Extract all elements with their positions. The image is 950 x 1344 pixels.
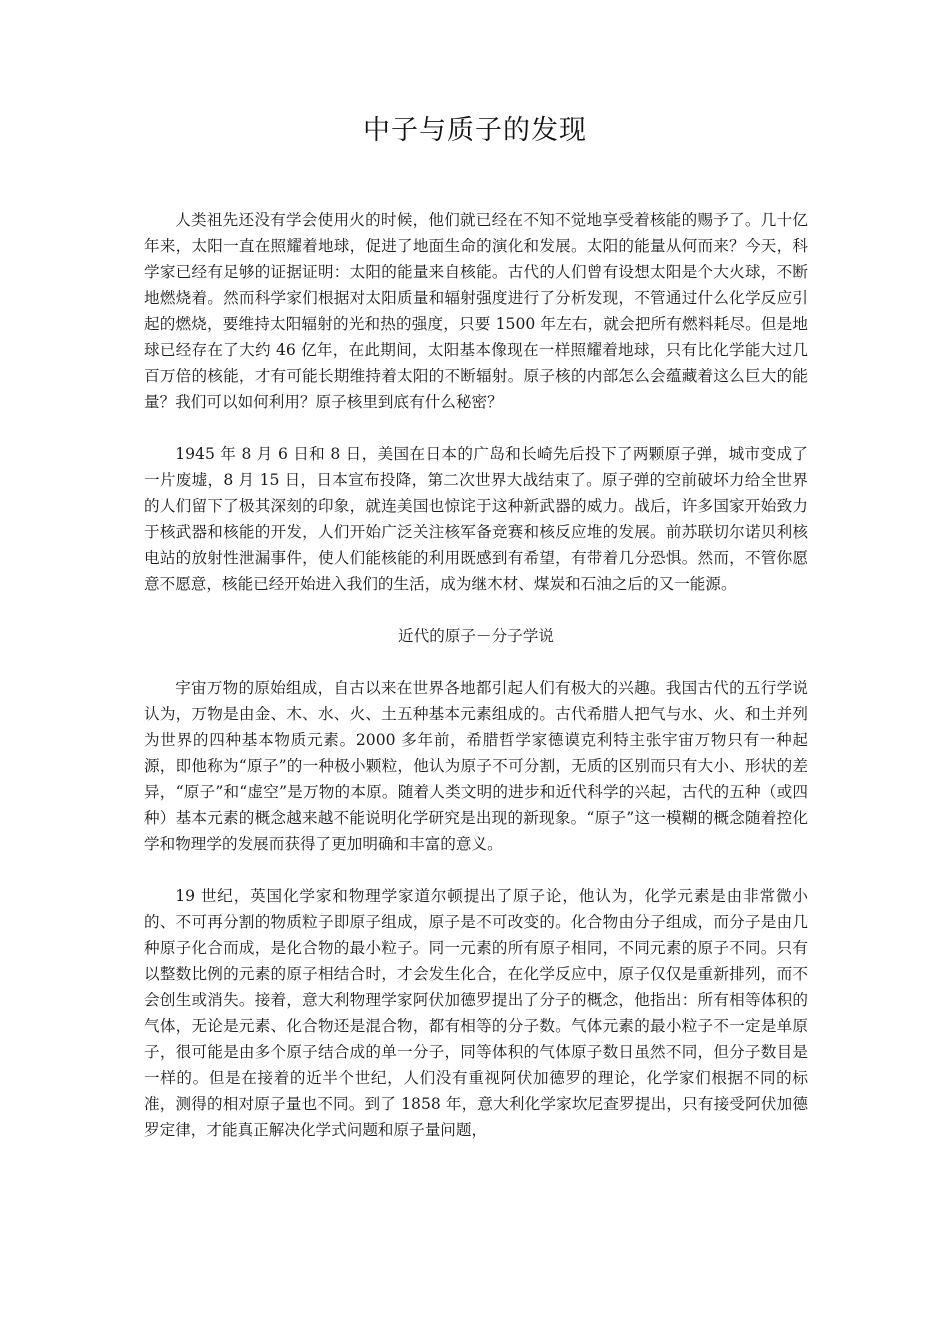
paragraph-spacer — [144, 857, 808, 883]
paragraph-spacer — [144, 649, 808, 675]
paragraph-dalton-theory: 19 世纪，英国化学家和物理学家道尔顿提出了原子论，他认为，化学元素是由非常微小的、不可再分割的物质粒子即原子组成，原子是不可改变的。化合物由分子组成，而分子是由几种原子化合而成，是化合物的最小粒子。同一元素的所有原子相同，不同元素的原子不同。只有以整数比例的元素的原子相结合时，才会发生化合，在化学反应中，原子仅仅是重新排列，而不会创生或消失。接着，意大利物理学家阿伏加德罗提出了分子的概念，他指出：所有相等体积的气体，无论是元素、化合物还是混合物，都有相等的分子数。气体元素的最小粒子不一定是单原子，很可能是由多个原子结合成的单一分子，同等体积的气体原子数日虽然不同，但分子数目是一样的。但是在接着的近半个世纪，人们没有重视阿伏加德罗的理论，化学家们根据不同的标准，测得的相对原子量也不同。到了 1858 年，意大利化学家坎尼查罗提出，只有接受阿伏加德罗定律，才能真正解决化学式问题和原子量问题， — [144, 887, 808, 1139]
document-body — [144, 207, 808, 1143]
paragraph-spacer — [144, 597, 808, 623]
page-title: 中子与质子的发现 — [363, 115, 587, 146]
paragraph-solar-energy: 人类祖先还没有学会使用火的时候，他们就已经在不知不觉地享受着核能的赐予了。几十亿年来，太阳一直在照耀着地球，促进了地面生命的演化和发展。太阳的能量从何而来？今天，科学家已经有足够的证据证明：太阳的能量来自核能。古代的人们曾有设想太阳是个大火球，不断地燃烧着。然而科学家们根据对太阳质量和辐射强度进行了分析发现，不管通过什么化学反应引起的燃烧，要维持太阳辐射的光和热的强度，只要 1500 年左右，就会把所有燃料耗尽。但是地球已经存在了大约 46 亿年，在此期间，太阳基本像现在一样照耀着地球，只有比化学能大过几百万倍的核能，才有可能长期维持着太阳的不断辐射。原子核的内部怎么会蕴藏着这么巨大的能量？我们可以如何利用？原子核里到底有什么秘密？ — [144, 211, 808, 411]
section-heading: 近代的原子－分子学说 — [398, 627, 554, 645]
paragraph-spacer — [144, 415, 808, 441]
paragraph-atomic-bomb: 1945 年 8 月 6 日和 8 日，美国在日本的广岛和长崎先后投下了两颗原子弹，城市变成了一片废墟，8 月 15 日，日本宣布投降，第二次世界大战结束了。原子弹的空前破坏力给全世界的人们留下了极其深刻的印象，就连美国也惊诧于这种新武器的威力。战后，许多国家开始致力于核武器和核能的开发，人们开始广泛关注核军备竞赛和核反应堆的发展。前苏联切尔诺贝利核电站的放射性泄漏事件，使人们能核能的利用既感到有希望，有带着几分恐惧。然而，不管你愿意不愿意，核能已经开始进入我们的生活，成为继木材、煤炭和石油之后的又一能源。 — [144, 445, 808, 593]
paragraph-ancient-elements: 宇宙万物的原始组成，自古以来在世界各地都引起人们有极大的兴趣。我国古代的五行学说认为，万物是由金、木、水、火、土五种基本元素组成的。古代希腊人把气与水、火、和土并列为世界的四种基本物质元素。2000 多年前，希腊哲学家德谟克利特主张宇宙万物只有一种起源，即他称为“原子”的一种极小颗粒，他认为原子不可分割，无质的区别而只有大小、形状的差异，“原子”和“虚空”是万物的本原。随着人类文明的进步和近代科学的兴起，古代的五种（或四种）基本元素的概念越来越不能说明化学研究是出现的新现象。“原子”这一模糊的概念随着控化学和物理学的发展而获得了更加明确和丰富的意义。 — [144, 679, 808, 853]
